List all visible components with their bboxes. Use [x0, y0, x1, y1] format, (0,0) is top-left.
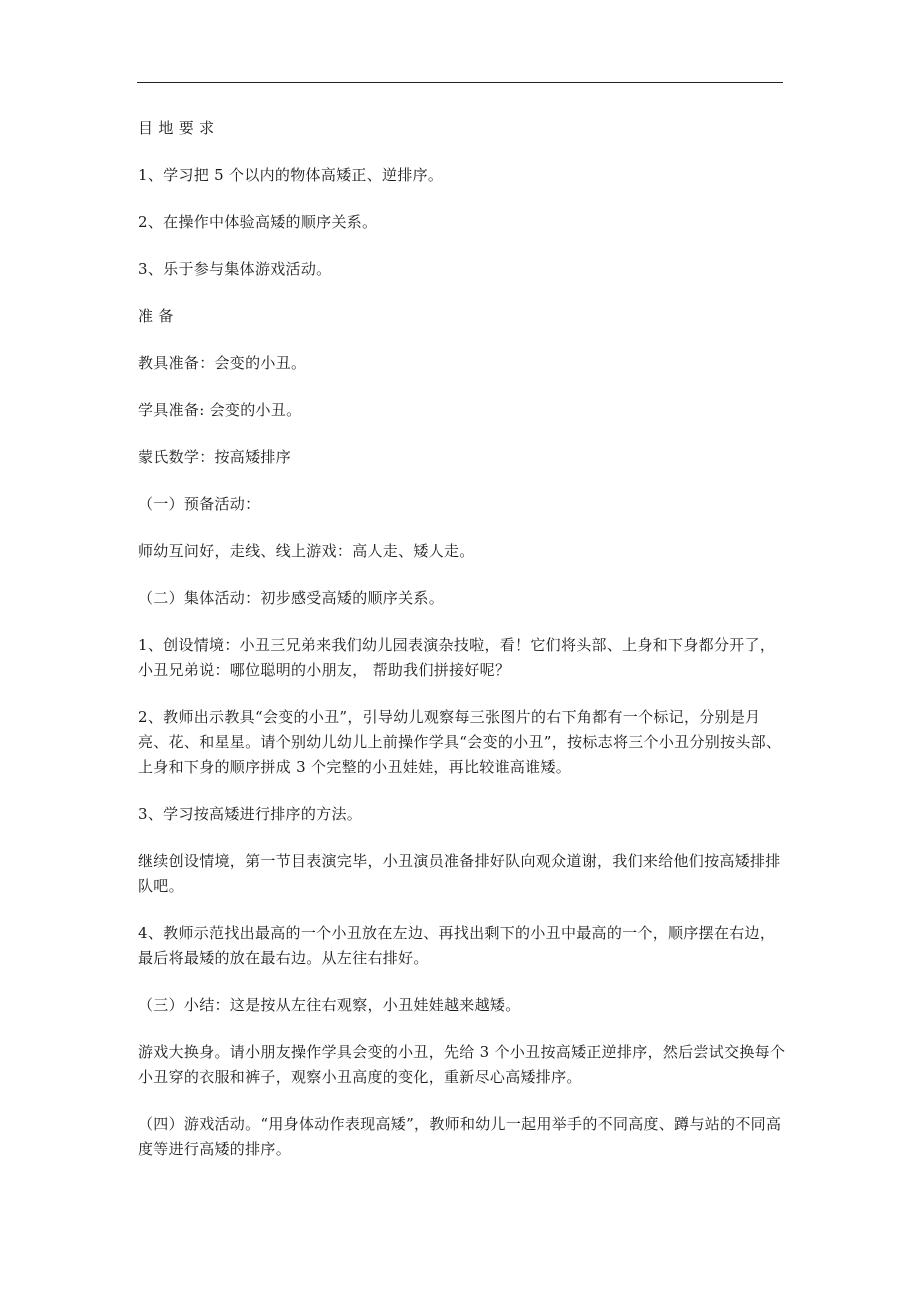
stage-2-step-2: 2、教师出示教具“会变的小丑”，引导幼儿观察每三张图片的右下角都有一个标记，分别是月亮、花、和星星。请个别幼儿幼儿上前操作学具“会变的小丑”，按标志将三个小丑分别按头部、上身和下身的顺序拼成 3 个完整的小丑娃娃，再比较谁高谁矮。: [138, 708, 782, 776]
stage-2-step-1: 1、创设情境：小丑三兄弟来我们幼儿园表演杂技啦，看！它们将头部、上身和下身都分开了，小丑兄弟说：哪位聪明的小朋友， 帮助我们拼接好呢？: [138, 636, 776, 679]
stage-2-step-4: 4、教师示范找出最高的一个小丑放在左边、再找出剩下的小丑中最高的一个，顺序摆在右边，最后将最矮的放在最右边。从左往右排好。: [138, 924, 776, 967]
montessori-topic: 蒙氏数学：按高矮排序: [138, 448, 292, 466]
learning-aid-prep: 学具准备: 会变的小丑。: [138, 401, 302, 419]
stage-1-text: 师幼互问好，走线、线上游戏：高人走、矮人走。: [138, 542, 475, 560]
objective-item-2: 2、在操作中体验高矮的顺序关系。: [138, 213, 378, 231]
stage-2-heading: （二）集体活动：初步感受高矮的顺序关系。: [138, 589, 445, 607]
section-heading-objectives: 目 地 要 求: [138, 119, 215, 137]
header-rule: [137, 82, 783, 83]
stage-3-summary: （三）小结：这是按从左往右观察，小丑娃娃越来越矮。: [138, 996, 521, 1014]
stage-2-continue: 继续创设情境，第一节目表演完毕，小丑演员准备排好队向观众道谢，我们来给他们按高矮排排队吧。: [138, 852, 781, 895]
stage-1-heading: （一）预备活动：: [138, 495, 261, 513]
document-body: [138, 116, 786, 1162]
objective-item-1: 1、学习把 5 个以内的物体高矮正、逆排序。: [138, 166, 444, 184]
objective-item-3: 3、乐于参与集体游戏活动。: [138, 260, 332, 278]
section-heading-preparation: 准 备: [138, 307, 174, 325]
teaching-aid-prep: 教具准备：会变的小丑。: [138, 354, 307, 372]
game-body-swap: 游戏大换身。请小朋友操作学具会变的小丑，先给 3 个小丑按高矮正逆排序，然后尝试交换每个小丑穿的衣服和裤子，观察小丑高度的变化，重新尽心高矮排序。: [138, 1043, 786, 1086]
stage-2-step-3: 3、学习按高矮进行排序的方法。: [138, 805, 363, 823]
stage-4-game: （四）游戏活动。“用身体动作表现高矮”，教师和幼儿一起用举手的不同高度、蹲与站的不同高度等进行高矮的排序。: [138, 1115, 782, 1158]
